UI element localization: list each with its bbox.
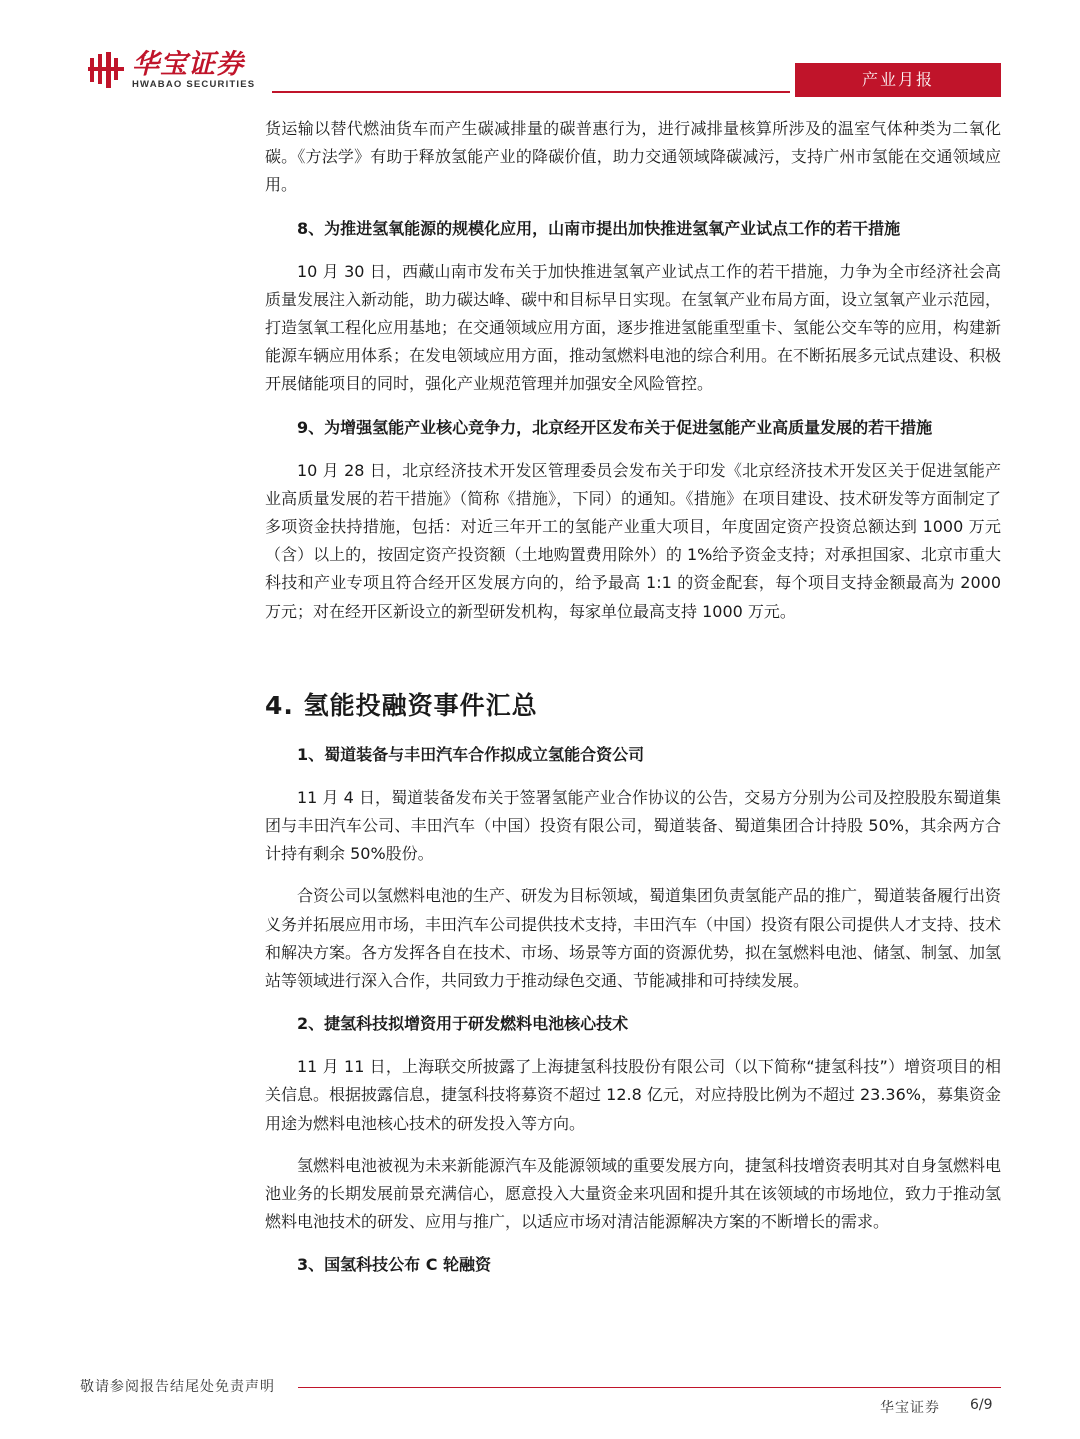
report-body xyxy=(265,115,1001,1294)
heading-event-2: 2、捷氢科技拟增资用于研发燃料电池核心技术 xyxy=(297,1014,629,1034)
heading-event-3: 3、国氢科技公布 C 轮融资 xyxy=(297,1255,492,1275)
company-logo xyxy=(86,50,255,90)
footer-divider xyxy=(298,1387,1001,1388)
paragraph-event-1b: 合资公司以氢燃料电池的生产、研发为目标领域，蜀道集团负责氢能产品的推广，蜀道装备履行出资义务并拓展应用市场，丰田汽车公司提供技术支持，丰田汽车（中国）投资有限公司提供人才支持、技术和解决方案。各方发挥各自在技术、市场、场景等方面的资源优势，拟在氢燃料电池、储氢、制氢、加氢站等领域进行深入合作，共同致力于推动绿色交通、节能减排和可持续发展。 xyxy=(265,886,1002,991)
paragraph-event-1a: 11 月 4 日，蜀道装备发布关于签署氢能产业合作协议的公告，交易方分别为公司及控股股东蜀道集团与丰田汽车公司、丰田汽车（中国）投资有限公司，蜀道装备、蜀道集团合计持股 50%，其余两方合计持有剩余 50%股份。 xyxy=(265,787,1001,864)
header-divider xyxy=(272,91,790,93)
heading-event-1: 1、蜀道装备与丰田汽车合作拟成立氢能合资公司 xyxy=(297,744,645,764)
paragraph-event-2b: 氢燃料电池被视为未来新能源汽车及能源领域的重要发展方向，捷氢科技增资表明其对自身氢燃料电池业务的长期发展前景充满信心，愿意投入大量资金来巩固和提升其在该领域的市场地位，致力于推动氢燃料电池技术的研发、应用与推广，以适应市场对清洁能源解决方案的不断增长的需求。 xyxy=(265,1155,1002,1232)
footer-company: 华宝证券 xyxy=(880,1400,940,1416)
paragraph-intro: 货运输以替代燃油货车而产生碳减排量的碳普惠行为，进行减排量核算所涉及的温室气体种类为二氧化碳。《方法学》有助于释放氢能产业的降碳价值，助力交通领域降碳减污，支持广州市氢能在交通领域应用。 xyxy=(265,119,1001,195)
logo-english-name: HWABAO SECURITIES xyxy=(132,78,256,90)
page-header xyxy=(0,0,1080,100)
paragraph-item-9: 10 月 28 日，北京经济技术开发区管理委员会发布关于印发《北京经济技术开发区关于促进氢能产业高质量发展的若干措施》（简称《措施》，下同）的通知。《措施》在项目建设、技术研发等方面制定了多项资金扶持措施，包括：对近三年开工的氢能产业重大项目，年度固定资产投资总额达到 1000 万元（含）以上的，按固定资产投资额（土地购置费用除外）的 1%给予资金支持；对承担国家、北京市重大科技和产业专项且符合经开区发展方向的，给予最高 1:1 的资金配套，每个项目支持金额最高为 2000 万元；对在经开区新设立的新型研发机构，每家单位最高支持 1000 万元。 xyxy=(265,460,1001,621)
footer-disclaimer: 敬请参阅报告结尾处免责声明 xyxy=(80,1379,275,1395)
logo-chinese-name: 华宝证券 xyxy=(132,48,244,80)
page-number: 6/9 xyxy=(970,1397,993,1413)
paragraph-event-2a: 11 月 11 日，上海联交所披露了上海捷氢科技股份有限公司（以下简称“捷氢科技”）增资项目的相关信息。根据披露信息，捷氢科技将募资不超过 12.8 亿元，对应持股比例为不超过 23.36%，募集资金用途为燃料电池核心技术的研发投入等方向。 xyxy=(265,1057,1001,1133)
paragraph-item-8: 10 月 30 日，西藏山南市发布关于加快推进氢氧产业试点工作的若干措施，力争为全市经济社会高质量发展注入新动能，助力碳达峰、碳中和目标早日实现。在氢氧产业布局方面，设立氢氧产业示范园，打造氢氧工程化应用基地；在交通领域应用方面，逐步推进氢能重型重卡、氢能公交车等的应用，构建新能源车辆应用体系；在发电领域应用方面，推动氢燃料电池的综合利用。在不断拓展多元试点建设、积极开展储能项目的同时，强化产业规范管理并加强安全风险管控。 xyxy=(265,261,1002,394)
heading-item-9: 9、为增强氢能产业核心竞争力，北京经开区发布关于促进氢能产业高质量发展的若干措施 xyxy=(297,417,933,437)
section-title-4: 4. 氢能投融资事件汇总 xyxy=(265,690,538,720)
heading-item-8: 8、为推进氢氧能源的规模化应用，山南市提出加快推进氢氧产业试点工作的若干措施 xyxy=(297,218,901,238)
hwabao-logo-icon xyxy=(86,50,126,90)
report-type-badge: 产业月报 xyxy=(795,63,1001,97)
